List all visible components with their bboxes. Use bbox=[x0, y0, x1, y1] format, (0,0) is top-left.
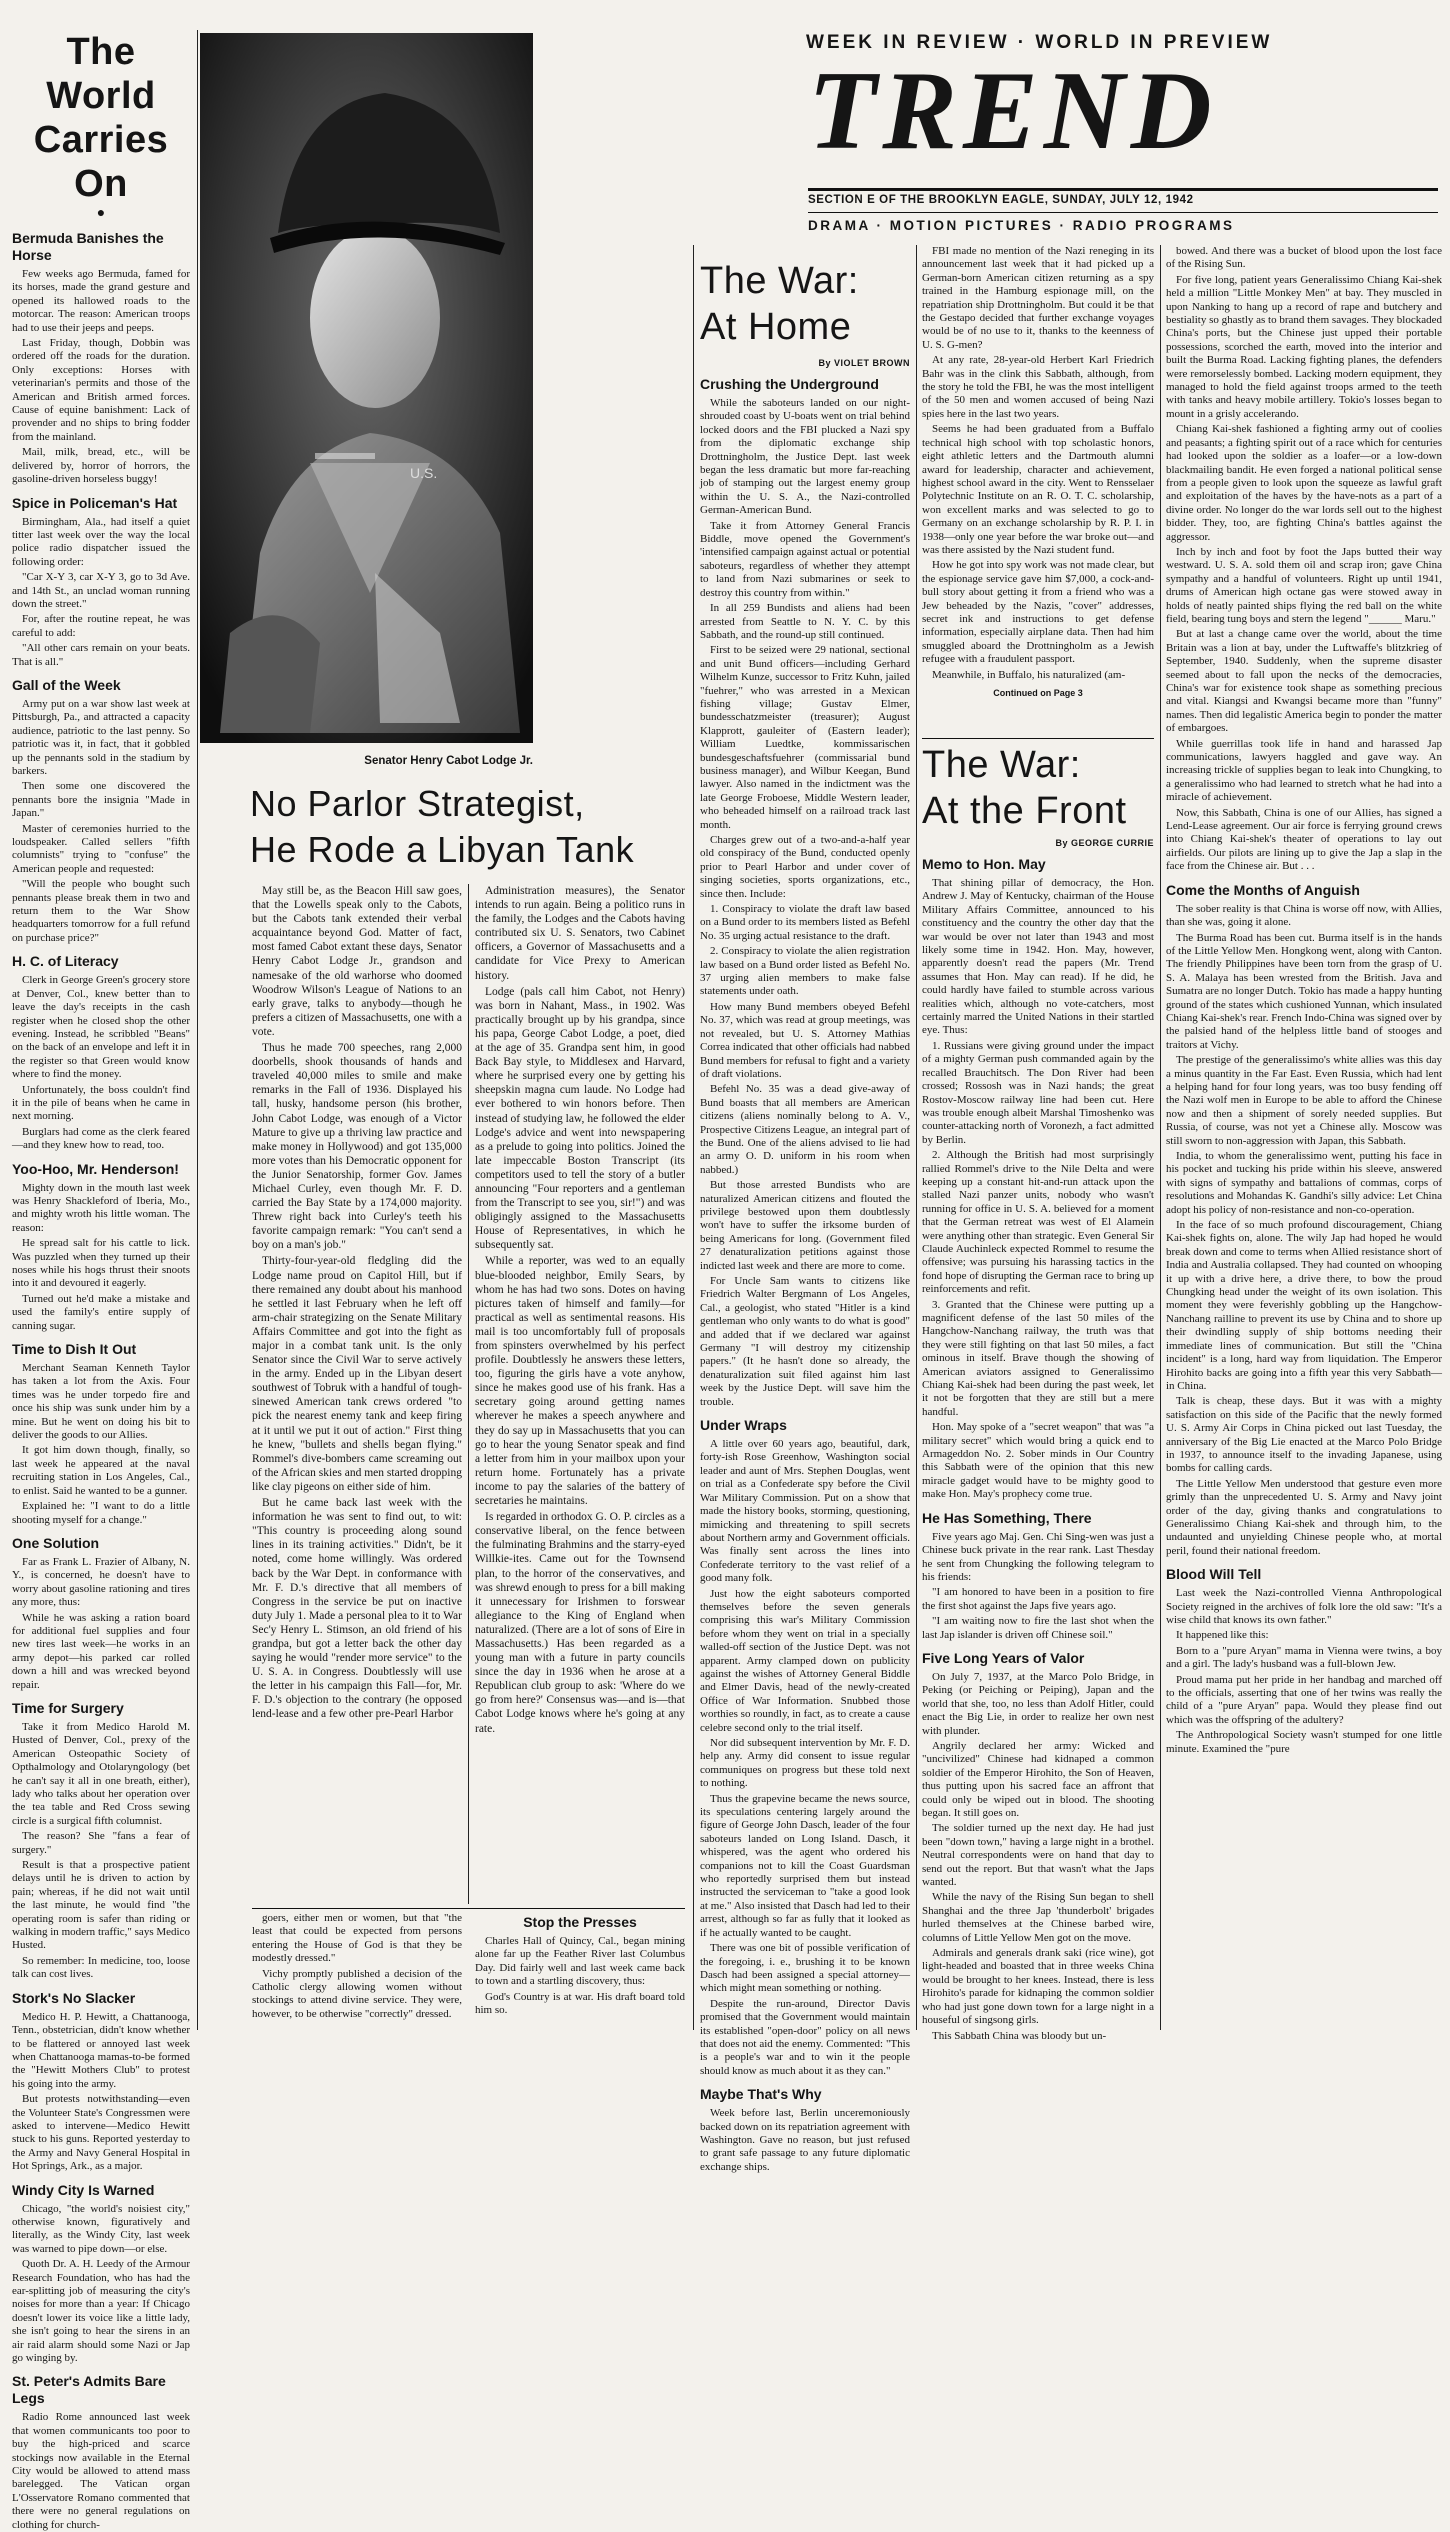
paragraph: Chiang Kai-shek fashioned a fighting army out of coolies and peasants; a fighting spirit out of a race which for centuries had looked upon the soldier as a loafer—or a low-down blackmailing bandit. He even forged a national political sense from a people given to look upon the squeeze as lawful graft and exploitation of the haves by the have-nots as a part of a divine order. No longer do the war lords sell out to the highest bidder. They, too, are fighting China's battles against the aggressor. bbox=[1166, 423, 1442, 543]
paragraph: Result is that a prospective patient delays until he is driven to action by pain; whereas, if he did not wait until the last minute, he would find "the operating room is safer than riding or walking in modern traffic," says Medico Husted. bbox=[12, 1859, 190, 1952]
home-subhead-under-wraps: Under Wraps bbox=[700, 1417, 787, 1434]
world-section-heading: H. C. of Literacy bbox=[12, 953, 119, 970]
paragraph: Explained he: "I want to do a little shooting myself for a change." bbox=[12, 1500, 190, 1526]
paragraph: In all 259 Bundists and aliens had been arrested from Seattle to N. Y. C. by this Sabbath, and the round-up still continued. bbox=[700, 602, 910, 641]
paragraph: Birmingham, Ala., had itself a quiet titter last week over the way the local police radio dispatcher issued the following order: bbox=[12, 515, 190, 568]
stop-the-presses-section bbox=[475, 1912, 685, 2030]
masthead-tagline: WEEK IN REVIEW · WORLD IN PREVIEW bbox=[806, 32, 1273, 53]
paragraph: Clerk in George Green's grocery store at Denver, Col., knew better than to leave the day's receipts in the cash register when he closed shop the other evening. Instead, he scribbled "Beans" on the back of an envelope and left it in the register so that Green would know where to find the money. bbox=[12, 974, 190, 1081]
fbi-continuation-column bbox=[922, 245, 1154, 735]
paragraph: While the saboteurs landed on our night-shrouded coast by U-boats went on trial behind locked doors and the FBI plucked a Nazi spy from the diplomatic exchange ship Drottningholm, the Justice Dept. last week began the less dramatic but more far-reaching job of stamping out the largest enemy group within the U. S. A., the Nazi-controlled German-American Bund. bbox=[700, 397, 910, 517]
paragraph: For five long, patient years Generalissimo Chiang Kai-shek held a million "Little Monkey Men" at bay. They muscled in upon Nanking to hang up a record of rape and butchery and bestiality so ghastly as to brand them savages. They blockaded China's ports, but the Chinese just upped their portable possessions, scorched the earth, moved into the interior and built the Burma Road. Lacking fighting planes, the defenders were remorselessly bombed. Lacking modern equipment, they managed to hold the field against troops armed to the teeth with tanks and heavy mobile artillery. Tokio's losses began to mount in a grisly accelerando. bbox=[1166, 273, 1442, 420]
paragraph: Talk is cheap, these days. But it was with a mighty satisfaction on this side of the Pacific that the newly formed U. S. Army Air Corps in China picked out last Tuesday, the anniversary of the Big Lie enacted at the Marco Polo Bridge in 1937, to announce itself to the invading Japanese, using bombs for calling cards. bbox=[1166, 1395, 1442, 1475]
lodge-column-1 bbox=[252, 884, 462, 1904]
paragraph: The sober reality is that China is worse off now, with Allies, than she was, going it alone. bbox=[1166, 902, 1442, 929]
continued-on-page-3: Continued on Page 3 bbox=[993, 688, 1083, 698]
paragraph: Mail, milk, bread, etc., will be delivered by, horror of horrors, the gasoline-driven horseless buggy! bbox=[12, 446, 190, 486]
paragraph: Unfortunately, the boss couldn't find it in the pile of beans when he came in next morning. bbox=[12, 1083, 190, 1123]
front-subhead-something: He Has Something, There bbox=[922, 1509, 1092, 1526]
world-sections bbox=[12, 230, 190, 2532]
paragraph: Just how the eight saboteurs comported themselves before the seven generals comprising this war's Military Commission before whom they went on trial in a specially walled-off section of the Justice Dept. was not apparent. Army clamped down on publicity against the wishes of Attorney General Biddle and Elmer Davis, head of the newly-created Office of War Information. Snubbed those worthies so roundly, in fact, as to create a cause celebre second only to the trial itself. bbox=[700, 1587, 910, 1734]
paragraph: Take it from Medico Harold M. Husted of Denver, Col., prexy of the American Osteopathic Society of Opthalmology and Otolaryngology (bet he can't say it all in one breath, either), lady who talks about her operation over the tea table and Red Cross sewing circle is a surgical fifth columnist. bbox=[12, 1720, 190, 1827]
paragraph: On July 7, 1937, at the Marco Polo Bridge, in Peking (or Peiching or Peiping), Japan and the world that she, too, no less than Adolf Hitler, could enact the Big Lie, in order to realize her own nest with plunder. bbox=[922, 1670, 1154, 1737]
st-peters-continuation bbox=[252, 1912, 462, 2030]
paragraph: At any rate, 28-year-old Herbert Karl Friedrich Bahr was in the clink this Sabbath, although, from the story he told the FBI, he was the most intelligent of the 50 men and women accused of being Nazi spies here in the last two years. bbox=[922, 354, 1154, 420]
paragraph: Chicago, "the world's noisiest city," otherwise known, figuratively and literally, as the Windy City, last week was warned to pipe down—or else. bbox=[12, 2202, 190, 2255]
world-title-line2: Carries On bbox=[33, 119, 169, 205]
paragraph: But those arrested Bundists who are naturalized American citizens and flouted the privilege bestowed upon them doubtlessly won't have to suffer the irksome burden of being Americans for long. (Government filed 27 denaturalization petitions against those indicted last week and there are more to come. bbox=[700, 1179, 910, 1272]
photo-caption: Senator Henry Cabot Lodge Jr. bbox=[364, 755, 533, 767]
front-subhead-valor: Five Long Years of Valor bbox=[922, 1649, 1085, 1666]
world-section-heading: Spice in Policeman's Hat bbox=[12, 494, 178, 511]
paragraph: Army put on a war show last week at Pittsburgh, Pa., and attracted a capacity audience, patriotic to the last penny. So patriotic was it, in fact, that it gobbled up the pennants sold in the stadium by barkers. bbox=[12, 697, 190, 777]
paragraph: While a reporter, was wed to an equally blue-blooded neighbor, Emily Sears, by whom he has had two sons. Dotes on having pictures taken of himself and family—for practical as well as sentimental reasons. His mail is too uncomfortably full of proposals from spinsters overwhelmed by his perfect profile. Doubtlessly he answers these letters, too, figuring the girls have a vote anyhow, since he makes good use of his frank. Has a secretary going around getting names wherever he makes a speech anywhere and they do say up in Massachusetts that you can go to hear the young Senator speak and find a letter from him in your mailbox upon your return home. Fortunately has a private income to pay the salaries of the battery of secretaries he maintains. bbox=[475, 1255, 685, 1508]
masthead-section-line: SECTION E OF THE BROOKLYN EAGLE, SUNDAY, JULY 12, 1942 bbox=[808, 194, 1194, 206]
paragraph: Now, this Sabbath, China is one of our Allies, has signed a Lend-Lease agreement. Our air force is ferrying ground crews into Chiang Kai-shek's theater of operations to lay out airfields. Our pilots are lining up to give the Jap a slap in the face from the Chinese air. But . . . bbox=[1166, 806, 1442, 873]
paragraph: "Car X-Y 3, car X-Y 3, go to 3d Ave. and 14th St., an unclad woman running down the street." bbox=[12, 571, 190, 610]
paragraph: Medico H. P. Hewitt, a Chattanooga, Tenn., obstetrician, didn't know whether to be flattered or annoyed last week when Chattanooga mamas-to-be formed the "Hewitt Mothers Club" to protest his going into the army. bbox=[12, 2010, 190, 2090]
paragraph: Charles Hall of Quincy, Cal., began mining alone far up the Feather River last Columbus Day. Did fairly well and last week came back to town and a startling discovery, thus: bbox=[475, 1935, 685, 1988]
home-title-line2: At Home bbox=[700, 306, 852, 348]
paragraph: The Burma Road has been cut. Burma itself is in the hands of the Little Yellow Men. Hongkong went, along with Canton. The friendly Philippines have been torn from the grasp of U. S. A. Malaya has been wrested from the British. Java and Sumatra are no longer Dutch. Tokio has made a happy hunting ground of the states which cushioned Yunnan, which insulated Chiang Kai-shek's rear. French Indo-China was signed over by the palsied hand of the helpless little band of stooges and traitors at Vichy. bbox=[1166, 931, 1442, 1051]
lodge-bottom-rule bbox=[252, 1908, 685, 1909]
front-column-rule bbox=[1160, 245, 1161, 2030]
paragraph: Lodge (pals call him Cabot, not Henry) was born in Nahant, Mass., in 1902. Was practically brought up by his grandpa, since his papa, George Cabot Lodge, a poet, died at the age of 35. Grandpa sent him, in good Back Bay style, to Middlesex and Harvard, where he surprised every one by getting his sheepskin magna cum laude. No Lodge had ever bothered to win honors before. Then instead of studying law, he followed the elder Lodge's advice and went into newspapering as a prelude to going into politics. Joined the late impeccable Boston Transcript (its competitors used to tell the story of a butler announcing "Four reporters and a gentleman from the Transcript to see you, sir!") and was obligingly assigned to the Massachusetts House of Representatives, in which he subsequently sat. bbox=[475, 985, 685, 1252]
masthead-rule-top bbox=[808, 188, 1438, 191]
paragraph: 1. Russians were giving ground under the impact of a mighty German push commanded again by the recalled Brauchitsch. The Don River had been crossed; Rossosh was in Nazi hands; the great Rostov-Moscow railway line had been cut. Here was trouble enough albeit Marshal Timoshenko was counter-attacking north of Voronezh, a fact admitted by Berlin. bbox=[922, 1039, 1154, 1146]
paragraph: The Little Yellow Men understood that gesture even more grimly than the unprecedented U. S. Army and Navy joint order of the day, giving thanks and congratulations to Generalissimo Chiang Kai-shek and through him, to the undaunted and unyielding Chinese people who, at mortal peril, found their national freedom. bbox=[1166, 1477, 1442, 1557]
paragraph: The prestige of the generalissimo's white allies was this day a minus quantity in the Far East. Even Russia, which had lent a helping hand for four long years, was too busy fending off the Nazi wolf men in Europe to be able to afford the Chinese now and then a shipment of sorely needed supplies. But Russia, of course, was not yet a Chinese ally. Moscow was still sworn to non-aggression with Japan, this Sabbath. bbox=[1166, 1054, 1442, 1147]
paragraph: Admirals and generals drank saki (rice wine), got light-headed and boasted that in three weeks China would be brought to her knees. Instead, there is less Hirohito's parade for kidnaping the common soldier who had just gone down town for a large night in a houseful of singsong girls. bbox=[922, 1947, 1154, 2027]
china-column bbox=[1166, 245, 1442, 2030]
paragraph: 1. Conspiracy to violate the draft law based on a Bund order to its members listed as Befehl No. 35 urging actual resistance to the draft. bbox=[700, 903, 910, 942]
front-byline: By GEORGE CURRIE bbox=[1055, 838, 1154, 848]
paragraph: FBI made no mention of the Nazi reneging in its announcement last week that it had picked up a German-born American citizen returning as a spy trained in the Hamburg espionage mill, on the repatriation ship Drottningholm. But could it be that the Gestapo decided that further exchange voyages would be of no use to it, thanks to the keenness of U. S. G-men? bbox=[922, 245, 1154, 351]
world-section-heading: Windy City Is Warned bbox=[12, 2181, 155, 2198]
paragraph: While the navy of the Rising Sun began to shell Shanghai and the three Jap 'thunderbolt' brigades hurled themselves at the Chinese barbed wire, columns of Little Yellow Men got on the move. bbox=[922, 1891, 1154, 1944]
world-section-heading: Bermuda Banishes the Horse bbox=[12, 230, 164, 263]
paragraph: Few weeks ago Bermuda, famed for its horses, made the grand gesture and opened its hallowed roads to the motorcar. The reason: American troops had to use their jeeps and peeps. bbox=[12, 268, 190, 334]
paragraph: Administration measures), the Senator intends to run again. Being a politico runs in the family, the Lodges and the Cabots having contributed six U. S. Senators, two Cabinet officers, a Governor of Massachusetts and a candidate for Vice Prexy to American history. bbox=[475, 885, 685, 982]
paragraph: Despite the run-around, Director Davis promised that the Government would maintain its established "open-door" policy on all news that does not aid the enemy. Commented: "This is a people's war and to win it the people should know as much about it as they can." bbox=[700, 1997, 910, 2077]
paragraph: goers, either men or women, but that "the least that could be expected from persons entering the House of God is that they be modestly dressed." bbox=[252, 1912, 462, 1965]
soldier-portrait-image bbox=[200, 33, 533, 743]
stop-presses-heading: Stop the Presses bbox=[523, 1914, 637, 1930]
home-byline: By VIOLET BROWN bbox=[818, 358, 910, 368]
lodge-headline-line1: No Parlor Strategist, bbox=[250, 783, 585, 824]
svg-text:U.S.: U.S. bbox=[410, 465, 438, 481]
paragraph: For Uncle Sam wants to citizens like Friedrich Walter Bergmann of Los Angeles, Cal., a geologist, who stated "Hitler is a kind gentleman who only wants to do what is good" and added that if we declared war against Germany "I will destroy my citizenship papers." (It he hasn't done so already, the denaturalization suit filed against him last week by the Justice Dept. will save him the trouble. bbox=[700, 1275, 910, 1408]
home-title-line1: The War: bbox=[700, 260, 859, 302]
masthead-categories: DRAMA · MOTION PICTURES · RADIO PROGRAMS bbox=[808, 218, 1235, 233]
paragraph: Radio Rome announced last week that women communicants too poor to buy the high-priced and scarce stockings now available in the Eternal City would be allowed to attend mass barelegged. The Vatican organ L'Osservatore Romano commented that there were no general regulations on clothing for church- bbox=[12, 2411, 190, 2531]
paragraph: But at last a change came over the world, about the time Britain was a lion at bay, under the Luftwaffe's blitzkrieg of September, 1940. Suddenly, when the supreme disaster seemed about to fall upon the necks of the democracies, China's war for existence took shape as something precious and vital. Kiangsi and Kwangsi became more than "funny" names. Then did legalistic America begin to ponder the matter of embargoes. bbox=[1166, 628, 1442, 735]
paragraph: Far as Frank L. Frazier of Albany, N. Y., is concerned, he doesn't have to worry about gasoline rationing and tires any more, thus: bbox=[12, 1555, 190, 1609]
paragraph: Charges grew out of a two-and-a-half year old conspiracy of the Bund, conducted openly prior to Pearl Harbor and under cover of singing societies, sports organizations, etc., since then. Include: bbox=[700, 834, 910, 900]
paragraph: It happened like this: bbox=[1176, 1629, 1269, 1642]
paragraph: Is regarded in orthodox G. O. P. circles as a conservative liberal, on the fence between the fulminating Brahmins and the starry-eyed Willkie-ites. Came out for the Townsend plan, to the horror of the conservatives, and was shrewd enough to press for a bill making it unnecessary for Irishmen to forswear allegiance to the King of England when naturalized. (There are a lot of sons of Eire in Massachusetts.) Has been regarded as a young man with a future in party councils since the day in 1936 when he arose at a Republican club group to ask: 'Where do we go from here?' Consensus was—and is—that Cabot Lodge knows where he's going at any rate. bbox=[475, 1511, 685, 1735]
world-section-heading: Yoo-Hoo, Mr. Henderson! bbox=[12, 1160, 179, 1177]
paragraph: So remember: In medicine, too, loose talk can cost lives. bbox=[12, 1954, 190, 1981]
paragraph: That shining pillar of democracy, the Hon. Andrew J. May of Kentucky, chairman of the House Military Affairs Committee, announced to his constituency and the country the other day that the war would be over not later than 1943 and most likely some time in 1942. Hon. May, however, apparently doesn't read the papers (Mr. Trend assumes that Hon. May can read). If he did, he could hardly have failed to stumble across various realities which, although no vote-catchers, most certainly marred the United Nations in their startled eye. Thus: bbox=[922, 877, 1154, 1037]
title-dot-ornament: ● bbox=[96, 206, 106, 221]
paragraph: Take it from Attorney General Francis Biddle, move opened the Government's 'intensified campaign against actual or potential saboteurs, regardless of whether they attempt to land from Nazi submarines or seek to destroy this country from within." bbox=[700, 519, 910, 599]
world-section-heading: Gall of the Week bbox=[12, 676, 121, 693]
paragraph: This Sabbath China was bloody but un- bbox=[932, 2029, 1107, 2042]
paragraph: Meanwhile, in Buffalo, his naturalized (am- bbox=[932, 668, 1126, 681]
world-section-heading: Time to Dish It Out bbox=[12, 1341, 137, 1358]
left-column-rule bbox=[197, 30, 198, 2030]
paragraph: 2. Conspiracy to violate the alien registration law based on a Bund order listed as Befehl No. 37 urging alien members to make false statements under oath. bbox=[700, 945, 910, 998]
paragraph: He spread salt for his cattle to lick. Was puzzled when they turned up their noses while his hogs thrust their snoots into it and devoured it eagerly. bbox=[12, 1237, 190, 1290]
paragraph: Then some one discovered the pennants bore the insignia "Made in Japan." bbox=[12, 780, 190, 820]
paragraph: Thus he made 700 speeches, rang 2,000 doorbells, shook thousands of hands and traveled 40,000 miles to smile and make remarks in the Fall of 1936. Displayed his tall, husky, handsome person (his brother, John Cabot Lodge, was enough of a Victor Mature to give up a thriving law practice and make money in Hollywood) and got 135,000 more votes than his Democratic opponent for the Junior Senatorship, former Gov. James Michael Curley, even though Mr. F. D. carried the Bay State by a 174,000 majority. Threw right back into Curley's teeth his favorite campaign remark: "You can't send a boy on a man's job." bbox=[252, 1042, 462, 1252]
paragraph: Born to a "pure Aryan" mama in Vienna were twins, a boy and a girl. The lady's husband was a full-blown Jew. bbox=[1166, 1644, 1442, 1671]
paragraph: Burglars had come as the clerk feared—and they knew how to read, too. bbox=[12, 1125, 190, 1152]
paragraph: Last Friday, though, Dobbin was ordered off the roads for the duration. Only exceptions: Horses with veterinarian's permits and those of the American and British armed forces. Cause of equine banishment: Lack of provender and no ships to bring fodder from the mainland. bbox=[12, 337, 190, 443]
paragraph: May still be, as the Beacon Hill saw goes, that the Lowells speak only to the Cabots, but the Cabots tank extended their verbal acquaintance beyond God. Matter of fact, most famed Cabot extant these days, Senator Henry Cabot Lodge Jr., grandson and namesake of the old warhorse who doomed Woodrow Wilson's League of Nations to an early grave, talks to anybody—though he prefers a citizen of Massachusetts, one with a vote. bbox=[252, 885, 462, 1038]
paragraph: Seems he had been graduated from a Buffalo technical high school with top scholastic honors, eight athletic letters and the Dartmouth alumni award for leadership, character and achievement, highest school award in the city. Went to Rensselaer Polytechnic Institute on an R. O. T. C. scholarship, won excellent marks and was selected to go to Germany on an exchange scholarship by R. P. I. in 1938—only one year before the war broke out—and was there assisted by the Nazi student fund. bbox=[922, 423, 1154, 556]
col6-subhead-blood: Blood Will Tell bbox=[1166, 1566, 1262, 1583]
home-column-rule bbox=[916, 245, 917, 2030]
paragraph: For, after the routine repeat, he was careful to add: bbox=[12, 613, 190, 639]
front-title-line2: At the Front bbox=[922, 790, 1127, 832]
paragraph: "All other cars remain on your beats. That is all." bbox=[12, 642, 190, 668]
paragraph: "I am honored to have been in a position to fire the first shot against the Japs five years ago. bbox=[922, 1586, 1154, 1612]
home-subhead-crushing: Crushing the Underground bbox=[700, 376, 879, 392]
paragraph: The reason? She "fans a fear of surgery." bbox=[12, 1830, 190, 1856]
lodge-photo bbox=[200, 33, 533, 743]
world-section-heading: Time for Surgery bbox=[12, 1699, 124, 1716]
paragraph: First to be seized were 29 national, sectional and unit Bund officers—including Gerhard Wilhelm Kunze, successor to Fritz Kuhn, jailed "fuehrer," who was arrested in a Mexican fishing village; Gustav Elmer, bundesschatzmeister (treasurer); August Klapprott, gauleiter of (Eastern leader); William Luedtke, kommissarischen bundesgeschaftsfuehrer (commissarial bund business manager), and Wilbur Keegan, Bund lawyer. Also named in the indictment was the late George Froboese, Middle Western leader, who beheaded himself on a railroad track last month. bbox=[700, 644, 910, 831]
paragraph: 2. Although the British had most surprisingly rallied Rommel's drive to the Nile Delta and were keeping up a constant hit-and-run attack upon the stalled Nazi panzer units, nobody who wasn't running for office in U. S. A. believed for a moment that the German retreat was west of El Alamein were anything other than strategic. Even General Sir Claude Auchinleck expected Rommel to resume the offensive; was pursuing his harassing tactics in the fond hope of disrupting the German race to bring up reinforcements and refit. bbox=[922, 1149, 1154, 1296]
paragraph: The Anthropological Society wasn't stumped for one little minute. Examined the "pure bbox=[1166, 1729, 1442, 1755]
paragraph: But protests notwithstanding—even the Volunteer State's Congressmen were asked to intervene—Medico Hewitt stuck to his guns. Reported yesterday to the Army and Navy General Hospital in Hot Springs, Ark., as a major. bbox=[12, 2093, 190, 2173]
paragraph: Turned out he'd make a mistake and used the family's entire supply of canning sugar. bbox=[12, 1292, 190, 1332]
world-section-heading: Stork's No Slacker bbox=[12, 1989, 136, 2006]
paragraph: "Will the people who bought such pennants please break them in two and return them to the War Show headquarters tomorrow for a full refund on purchase price?" bbox=[12, 878, 190, 944]
paragraph: "I am waiting now to fire the last shot when the last Jap islander is driven off Chinese soil." bbox=[922, 1615, 1154, 1641]
paragraph: Nor did subsequent intervention by Mr. F. D. help any. Army did consent to issue regular communiques on progress but these told next to nothing. bbox=[700, 1737, 910, 1790]
paragraph: How he got into spy work was not made clear, but the espionage service gave him $7,000, a cock-and-bull story about getting it from a friend who was a Jew beheaded by the Nazis, "cover" addresses, secret ink and instructions to get defense information, especially airplane data. Then had him smuggled aboard the Drottningholm as a Jewish refugee with a fraudulent passport. bbox=[922, 559, 1154, 666]
lodge-headline-line2: He Rode a Libyan Tank bbox=[250, 829, 635, 870]
front-title-line1: The War: bbox=[922, 744, 1081, 786]
home-subhead-maybe: Maybe That's Why bbox=[700, 2086, 822, 2103]
masthead-trend-title: TREND bbox=[808, 49, 1218, 173]
paragraph: Angrily declared her army: Wicked and "uncivilized" Chinese had kidnaped a common soldier of the Emperor Hirohito, the Son of Heaven, thus putting upon his sacred face an affront that could only be wiped out in blood. The shooting began. It still goes on. bbox=[922, 1739, 1154, 1819]
paragraph: Vichy promptly published a decision of the Catholic clergy allowing women without stockings to attend divine service. They were, however, to be otherwise "correctly" dressed. bbox=[252, 1967, 462, 2020]
paragraph: Last week the Nazi-controlled Vienna Anthropological Society reigned in the archives of folk lore the old saw: "It's a wise child that knows its own father." bbox=[1166, 1587, 1442, 1626]
col6-subhead-anguish: Come the Months of Anguish bbox=[1166, 881, 1360, 898]
paragraph: How many Bund members obeyed Befehl No. 37, which was read at group meetings, was not revealed, but U. S. Attorney Mathias Correa indicated that other officials had nabbed Bund members for refusal to fight and a variety of draft violations. bbox=[700, 1000, 910, 1080]
paragraph: India, to whom the generalissimo went, putting his face in his pocket and tucking his pride within his sleeve, answered with signs of sympathy and battalions of commas, corps of resolutions and Mohandas K. Gandhi's silly advice: Let China adopt his policy of non-resistance and non-co-operation. bbox=[1166, 1150, 1442, 1216]
front-subhead-memo: Memo to Hon. May bbox=[922, 856, 1046, 872]
world-section-heading: One Solution bbox=[12, 1534, 100, 1551]
paragraph: While guerrillas took life in hand and harassed Jap communications, lawyers haggled and gave way. An increasing trickle of supplies began to leak into Chungking, to a generalissimo who had learned to stretch what he had into a miracle of achievement. bbox=[1166, 737, 1442, 804]
paragraph: Thirty-four-year-old fledgling did the Lodge name proud on Capitol Hill, but if there remained any doubt about his manhood he settled it last February when he left off arm-chair strategizing on the Senate Military Affairs Committee and got into the fight as major in a combat tank unit. Is the only Senator since the Civil War to serve actively in the army. Ended up in the Libyan desert southwest of Tobruk with a handful of tough-sinewed American tank crews ordered "to pick the nearest enemy tank and keep firing at it until we put it out of action." First thing he knew, "bullets and shells began flying." Rommel's dive-bombers came screaming out of the African skies and men started dropping like clay pigeons on either side of him. bbox=[252, 1255, 462, 1493]
paragraph: Inch by inch and foot by foot the Japs butted their way westward. U. S. A. sold them oil and scrap iron; gave China sympathy and a handful of volunteers. Right up until 1941, drums of American high octane gas were stowed away in holds of neatly painted ships flying the red ball on the white field, bearing tung boys and stern the legend "______ Maru." bbox=[1166, 545, 1442, 625]
lodge-middle-rule bbox=[468, 884, 469, 1904]
world-section-heading: St. Peter's Admits Bare Legs bbox=[12, 2373, 166, 2407]
world-carries-on-column bbox=[12, 30, 190, 2531]
paragraph: Thus the grapevine became the news source, its speculations centering largely around the figure of George John Dasch, leader of the four saboteurs landed on Long Island. Dasch, it whispered, was the agent who ordered his companions not to kill the Coast Guardsman who reportedly surprised them but instead instructed the serviceman to "take a good look at me." Also insisted that Dasch had led to their arrest, although so far as fully that it looked as if he actually wanted to be caught. bbox=[700, 1792, 910, 1939]
paragraph: Merchant Seaman Kenneth Taylor has taken a lot from the Axis. Four times was he under torpedo fire and once his ship was sunk under him by a mine. But he went on doing his bit to deliver the goods to our Allies. bbox=[12, 1362, 190, 1442]
front-top-rule bbox=[922, 738, 1154, 739]
center-column-rule bbox=[693, 245, 694, 2030]
paragraph: It got him down though, finally, so last week he appeared at the naval recruiting station in Los Angeles, Cal., to enlist. Said he wanted to be a gunner. bbox=[12, 1444, 190, 1497]
paragraph: Five years ago Maj. Gen. Chi Sing-wen was just a Chinese buck private in the rear rank. Last Thesday he sent from Chungking the following telegram to his friends: bbox=[922, 1530, 1154, 1583]
world-title-line1: The World bbox=[46, 31, 156, 117]
paragraph: 3. Granted that the Chinese were putting up a magnificent defense of the last 50 miles of the Hangchow-Nanchang railway, the truth was that they were still fighting on that last 50 miles, a fact ominous in itself. Brave though the showing of American aviators assigned to Generalissimo Chiang Kai-shek had been during the past week, let it not be forgotten that they are still but a mere handful. bbox=[922, 1298, 1154, 1418]
paragraph: Hon. May spoke of a "secret weapon" that was "a military secret" which would bring a quick end to Armageddon No. 2. Sober minds in Our Country this Sabbath were of the opinion that this new miracle gadget would have to be mighty good to make Hon. May's prophecy come true. bbox=[922, 1421, 1154, 1501]
paragraph: Quoth Dr. A. H. Leedy of the Armour Research Foundation, who has had the ear-splitting job of measuring the city's noises for more than a year: If Chicago doesn't lower its voice like a little lady, she isn't going to hear the sirens in an air raid alarm should some Nazi or Jap go winging by. bbox=[12, 2258, 190, 2365]
paragraph: Week before last, Berlin unceremoniously backed down on its repatriation agreement with Washington. Gave no reason, but just refused to grant safe passage to any future diplomatic exchange ships. bbox=[700, 2107, 910, 2173]
masthead-rule-mid bbox=[808, 212, 1438, 213]
war-at-home-column bbox=[700, 258, 910, 2173]
paragraph: God's Country is at war. His draft board told him so. bbox=[475, 1990, 685, 2017]
war-at-front-column bbox=[922, 742, 1154, 2042]
paragraph: A little over 60 years ago, beautiful, dark, forty-ish Rose Greenhow, Washington social leader and aunt of Mrs. Stephen Douglas, went on trial as a Confederate spy before the Civil War Military Commission. Put on a show that made the history books, storming, questioning, mimicking and threatening to spill secrets about Northern army and Government officials. Was finally sent across the lines into Confederate territory to the vast relief of a good many folk. bbox=[700, 1438, 910, 1585]
paragraph: The soldier turned up the next day. He had just been "down town," having a large night in a brothel. Neutral correspondents were on hand that day to send out the report. But that wasn't what the Japs wanted. bbox=[922, 1822, 1154, 1889]
paragraph: Proud mama put her pride in her handbag and marched off to the officials, asserting that one of her twins was really the child of a "pure Aryan" papa. Would they please find out which was the offspring of the adultery? bbox=[1166, 1673, 1442, 1726]
paragraph: While he was asking a ration board for additional fuel supplies and four new tires last week—he works in an army depot—his parked car rolled down a hill and was wrecked beyond repair. bbox=[12, 1611, 190, 1691]
paragraph: In the face of so much profound discouragement, Chiang Kai-shek fights on, alone. The wily Jap had hoped he would break down and come to terms when Allied resistance short of India and Australia collapsed. They had counted on whooping it up with a drive here, a drive there, to bow the proud Chungking head under the weight of its own isolation. This moment they were feverishly gobbling up the Hangchow-Nanchang railline to prevent its use by China and to shore up their dwindling supply of ship bottoms needing their immediate lines of communication. But still the "China incident" is a long, hard way from liquidation. The Emperor Hirohito backs are going into a fifth year this very Sabbath—in China. bbox=[1166, 1219, 1442, 1392]
paragraph: Master of ceremonies hurried to the loudspeaker. Called sellers "fifth columnists" trying to "confuse" the American people and requested: bbox=[12, 822, 190, 875]
paragraph: bowed. And there was a bucket of blood upon the lost face of the Rising Sun. bbox=[1166, 245, 1442, 271]
paragraph: Befehl No. 35 was a dead give-away of Bund boasts that all members are American citizens (aliens nominally belong to A. V., Prospective Citizens League, an integral part of the Bund. One of the aliens advised to lie had an army O. D. uniform in his room when nabbed.) bbox=[700, 1083, 910, 1176]
paragraph: Mighty down in the mouth last week was Henry Shackleford of Iberia, Mo., and mighty wroth his little woman. The reason: bbox=[12, 1181, 190, 1234]
lodge-column-2 bbox=[475, 884, 685, 1904]
paragraph: There was one bit of possible verification of the foregoing, i. e., brushing it to be known Dasch had been assigned a special attorney—which might mean something or nothing. bbox=[700, 1942, 910, 1995]
paragraph: But he came back last week with the information he was sent to find out, to wit: "This country is proceeding along sound lines in its training activities." Didn't, be it noted, come home willingly. Was ordered back by the War Dept. in conformance with Mr. F. D.'s directive that all members of Congress in the service be put on inactive duty July 1. Made a personal plea to it to War Sec'y Henry L. Stimson, an old friend of his grandpa, but got a letter back the other day saying he would "render more service" to the U. S. A. in Congress. Doubtlessly will use the letter in his campaign this Fall—for, Mr. F. D.'s objection to the contrary (he opposed lend-lease and a few other pre-Pearl Harbor bbox=[252, 1497, 462, 1721]
